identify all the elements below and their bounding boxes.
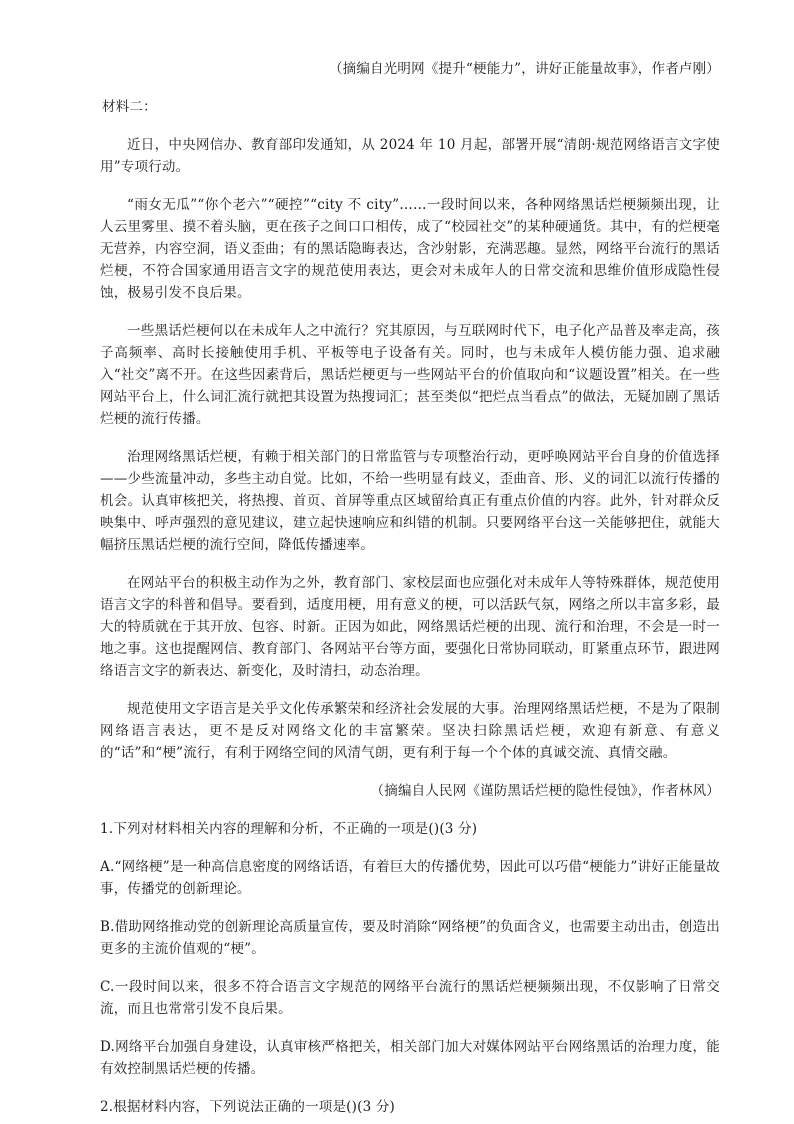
paragraph-1: 近日，中央网信办、教育部印发通知，从 2024 年 10 月起，部署开展“清朗·规范网络语言文字使用”专项行动。 <box>100 137 720 175</box>
material-two-label <box>100 96 720 118</box>
source-citation-2: （摘编自人民网《谨防黑话烂梗的隐性侵蚀》，作者林风） <box>370 783 720 799</box>
option-d: D.网络平台加强自身建设，认真审核严格把关，相关部门加大对媒体网站平台网络黑话的治理力度，能有效控制黑话烂梗的传播。 <box>100 1039 720 1077</box>
paragraph-4: 治理网络黑话烂梗，有赖于相关部门的日常监管与专项整治行动，更呼唤网站平台自身的价值选择——少些流量冲动，多些主动自觉。比如，不给一些明显有歧义，歪曲音、形、义的词汇以流行传播的机会。认真审核把关，将热搜、首页、首屏等重点区域留给真正有重点价值的内容。此外，针对群众反映集中、呼声强烈的意见建议，建立起快速响应和纠错的机制。只要网络平台这一关能够把住，就能大幅挤压黑话烂梗的流行空间，降低传播速率。 <box>100 449 720 553</box>
paragraph-6: 规范使用文字语言是关乎文化传承繁荣和经济社会发展的大事。治理网络黑话烂梗，不是为了限制网络语言表达，更不是反对网络文化的丰富繁荣。坚决扫除黑话烂梗，欢迎有新意、有意义的“话”和“梗”流行，有利于网络空间的风清气朗，更有利于每一个个体的真诚交流、真情交融。 <box>100 701 720 761</box>
document-page <box>100 58 720 1118</box>
paragraph-5: 在网站平台的积极主动作为之外，教育部门、家校层面也应强化对未成年人等特殊群体，规范使用语言文字的科普和倡导。要看到，适度用梗，用有意义的梗，可以活跃气氛，网络之所以丰富多彩，最大的特质就在于其开放、包容、时新。正因为如此，网络黑话烂梗的出现、流行和治理，不会是一时一地之事。这也提醒网信、教育部门、各网站平台等方面，要强化日常协同联动，盯紧重点环节，跟进网络语言文字的新表达、新变化，及时清扫，动态治理。 <box>100 575 720 679</box>
option-a: A.“网络梗”是一种高信息密度的网络话语，有着巨大的传播优势，因此可以巧借“梗能力”讲好正能量故事，传播党的创新理论。 <box>100 859 720 897</box>
option-c: C.一段时间以来，很多不符合语言文字规范的网络平台流行的黑话烂梗频频出现，不仅影响了日常交流，而且也常常引发不良后果。 <box>100 979 720 1017</box>
material-two-label-text: 材料二： <box>102 99 157 115</box>
paragraph-2: “雨女无瓜”“你个老六”“硬控”“city 不 city”……一段时间以来，各种网络黑话烂梗频频出现，让人云里雾里、摸不着头脑，更在孩子之间口口相传，成了“校园社交”的某种硬通货。其中，有的烂梗毫无营养，内容空洞，语义歪曲；有的黑话隐晦表达，含沙射影，充满恶趣。显然，网络平台流行的黑话烂梗，不符合国家通用语言文字的规范使用表达，更会对未成年人的日常交流和思维价值形成隐性侵蚀，极易引发不良后果。 <box>100 197 720 301</box>
question-2: 2.根据材料内容，下列说法正确的一项是()(3 分) <box>100 1099 396 1115</box>
option-b: B.借助网络推动党的创新理论高质量宣传，要及时消除“网络梗”的负面含义，也需要主动出击，创造出更多的主流价值观的“梗”。 <box>100 919 720 957</box>
question-1: 1.下列对材料相关内容的理解和分析，不正确的一项是()(3 分) <box>100 821 478 837</box>
source-citation-1: （摘编自光明网《提升“梗能力”，讲好正能量故事》，作者卢刚） <box>328 61 720 77</box>
paragraph-3: 一些黑话烂梗何以在未成年人之中流行？究其原因，与互联网时代下，电子化产品普及率走高，孩子高频率、高时长接触使用手机、平板等电子设备有关。同时，也与未成年人模仿能力强、追求融入“社交”离不开。在这些因素背后，黑话烂梗更与一些网站平台的价值取向和“议题设置”相关。在一些网站平台上，什么词汇流行就把其设置为热搜词汇；甚至类似“把烂点当看点”的做法，无疑加剧了黑话烂梗的流行传播。 <box>100 323 720 427</box>
